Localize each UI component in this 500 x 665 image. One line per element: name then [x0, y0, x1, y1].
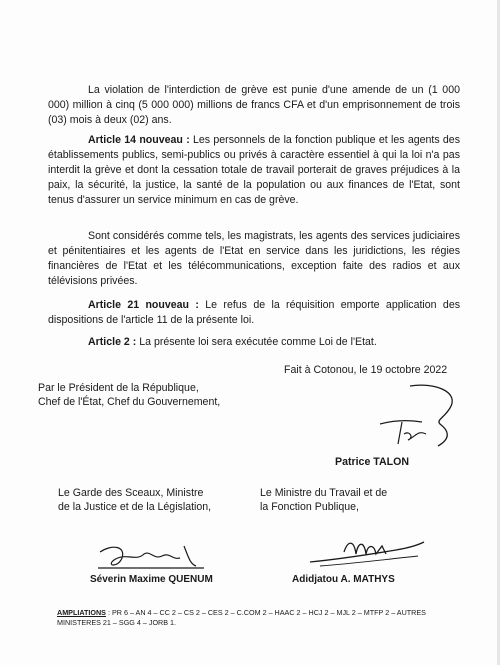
paragraph-considered	[48, 229, 460, 289]
ampliations-label: AMPLIATIONS	[57, 608, 106, 617]
minister-labour-title-line-1: Le Ministre du Travail et de	[260, 487, 388, 499]
article-14-text: Les personnels de la fonction publique et les agents des établissements publics, semi-publics ou privés à caractère essentiel à qui la loi n'a pas interdit la grève et dont la cessation totale de travail porterait de graves préjudices à la paix, la sécurité, la justice, la santé de la population ou aux finances de l'Etat, sont tenus d'assurer un service minimum en cas de grève.	[48, 134, 460, 206]
minister-labour-title-line-2: la Fonction Publique,	[260, 501, 359, 513]
place-date: Fait à Cotonou, le 19 octobre 2022	[284, 364, 448, 376]
article-21-text: Le refus de la réquisition emporte application des dispositions de l'article 11 de la présente loi.	[48, 299, 461, 326]
article-2-label: Article 2 :	[88, 336, 137, 348]
minister-labour-name: Adidjatou A. MATHYS	[292, 574, 395, 585]
paragraph-article-21	[48, 298, 460, 328]
article-14-label: Article 14 nouveau :	[88, 134, 190, 146]
minister-justice-name: Séverin Maxime QUENUM	[90, 574, 213, 585]
paragraph-article-2	[48, 335, 460, 350]
minister-justice-title-line-2: de la Justice et de la Législation,	[58, 501, 212, 513]
ampliations-text: : PR 6 – AN 4 – CC 2 – CS 2 – CES 2 – C.COM 2 – HAAC 2 – HCJ 2 – MJL 2 – MTFP 2 – AUTRES MINISTERES 21 – SGG 4 – JORB 1.	[57, 608, 426, 627]
minister-labour-signature	[300, 530, 430, 570]
article-2-text: La présente loi sera exécutée comme Loi de l'Etat.	[136, 336, 377, 348]
paragraph-penalty-text: La violation de l'interdiction de grève est punie d'une amende de un (1 000 000) million à cinq (5 000 000) millions de francs CFA et d'un emprisonnement de trois (03) mois à deux (02) ans.	[48, 84, 460, 126]
ampliations	[57, 608, 457, 628]
minister-justice-title	[58, 486, 258, 514]
minister-justice-signature	[92, 538, 212, 578]
authority-line-2: Chef de l'État, Chef du Gouvernement,	[38, 396, 221, 408]
presidential-authority	[38, 381, 298, 409]
president-signature	[340, 380, 470, 450]
authority-line-1: Par le Président de la République,	[38, 382, 199, 394]
minister-labour-title	[260, 486, 460, 514]
minister-justice-title-line-1: Le Garde des Sceaux, Ministre	[58, 487, 204, 499]
president-name: Patrice TALON	[335, 456, 409, 468]
paragraph-article-14	[48, 133, 460, 208]
paragraph-considered-text: Sont considérés comme tels, les magistrats, les agents des services judiciaires et pénitentiaires et les agents de l'Etat en service dans les juridictions, les régies financières de l'Etat et les télécommunications, exception faite des radios et aux télévisions privées.	[48, 230, 460, 287]
article-21-label: Article 21 nouveau :	[88, 299, 199, 311]
paragraph-penalty	[48, 83, 460, 128]
